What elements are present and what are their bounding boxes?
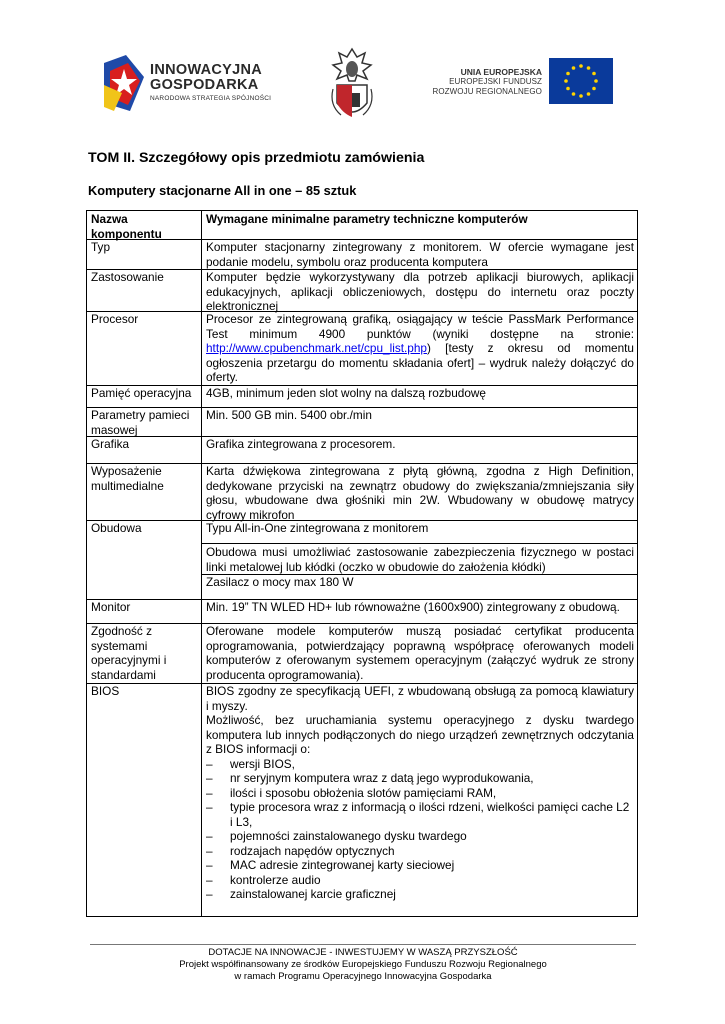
bios-intro2: Możliwość, bez uruchamiania systemu operacyjnego z dysku twardego komputera lub innych podłączonych do niego urządzeń zewnętrznych odczytania z BIOS informacji o: <box>206 713 634 756</box>
row-wyposazenie-value: Karta dźwiękowa zintegrowana z płytą główną, zgodna z High Definition, dedykowane przyciski na zewnątrz obudowy do zwiększania/zmniejszania siły głosu, wbudowane dwa głośniki min 2W. Wbudowany w obudowę matrycy cyfrowy mikrofon <box>206 464 634 522</box>
list-item: – pojemności zainstalowanego dysku twardego <box>206 829 634 844</box>
cpubenchmark-link[interactable]: http://www.cpubenchmark.net/cpu_list.php <box>206 341 427 355</box>
footer-line1: DOTACJE NA INNOWACJE - INWESTUJEMY W WASZĄ PRZYSZŁOŚĆ <box>208 947 518 958</box>
row-zastosowanie-name: Zastosowanie <box>91 270 164 284</box>
row-obudowa-value2: Obudowa musi umożliwiać zastosowanie zabezpieczenia fizycznego w postaci linki metalowej lub kłódki (oczko w obudowie do założenia kłódki) <box>206 545 634 574</box>
coat-of-arms-icon <box>327 45 377 125</box>
row-procesor-name: Procesor <box>91 312 139 326</box>
list-item: – nr seryjnym komputera wraz z datą jego wyprodukowania, <box>206 771 634 786</box>
bios-intro1: BIOS zgodny ze specyfikacją UEFI, z wbudowaną obsługą za pomocą klawiatury i myszy. <box>206 684 634 713</box>
eu-line1: UNIA EUROPEJSKA <box>460 67 542 77</box>
document-title: TOM II. Szczegółowy opis przedmiotu zamówienia <box>88 150 425 166</box>
row-monitor-name: Monitor <box>91 600 131 614</box>
row-bios-name: BIOS <box>91 684 120 698</box>
row-typ-name: Typ <box>91 240 111 254</box>
bios-info-list <box>206 757 634 902</box>
row-obudowa-value1: Typu All-in-One zintegrowana z monitorem <box>206 521 429 535</box>
row-bios-value <box>206 684 634 902</box>
row-pamiec-value: 4GB, minimum jeden slot wolny na dalszą rozbudowę <box>206 386 486 400</box>
procesor-text-b: ) [testy z okresu od momentu ogłoszenia przetargu do momentu składania ofert] – wydruk należy dołączyć do oferty. <box>206 341 634 384</box>
row-pamiec-name: Pamięć operacyjna <box>91 386 192 400</box>
header-params: Wymagane minimalne parametry techniczne komputerów <box>206 212 528 226</box>
row-zgodnosc-name: Zgodność z systemami operacyjnymi i standardami <box>91 624 167 682</box>
list-item: – wersji BIOS, <box>206 757 634 772</box>
spec-table <box>86 210 638 917</box>
row-zastosowanie-value: Komputer będzie wykorzystywany dla potrzeb aplikacji biurowych, aplikacji edukacyjnych, aplikacji obliczeniowych, dostępu do internetu oraz poczty elektronicznej <box>206 270 634 313</box>
footer-line3: w ramach Programu Operacyjnego Innowacyjna Gospodarka <box>234 971 492 982</box>
row-grafika-name: Grafika <box>91 437 130 451</box>
row-procesor-value <box>206 312 634 385</box>
list-item: – rodzajach napędów optycznych <box>206 844 634 859</box>
list-item: – ilości i sposobu obłożenia slotów pamięciami RAM, <box>206 786 634 801</box>
row-wyposazenie-name: Wyposażenie multimedialne <box>91 464 164 493</box>
eu-line3: ROZWOJU REGIONALNEGO <box>432 87 542 96</box>
row-monitor-value: Min. 19” TN WLED HD+ lub równoważne (1600x900) zintegrowany z obudową. <box>206 600 620 614</box>
row-obudowa-name: Obudowa <box>91 521 142 535</box>
list-item: – typie procesora wraz z informacją o ilości rdzeni, wielkości pamięci cache L2 i L3, <box>206 800 634 829</box>
list-item: – kontrolerze audio <box>206 873 634 888</box>
procesor-text-a: Procesor ze zintegrowaną grafiką, osiągający w teście PassMark Performance Test minimum 4900 punktów (wyniki dostępne na stronie: <box>206 312 634 341</box>
footer-line2: Projekt współfinansowany ze środków Europejskiego Funduszu Rozwoju Regionalnego <box>179 959 547 970</box>
row-zgodnosc-value: Oferowane modele komputerów muszą posiadać certyfikat producenta oprogramowania, potwierdzający poprawną współpracę oferowanych modeli komputerów z oferowanym systemem operacyjnym (załączyć wydruk ze strony producenta oprogramowania). <box>206 624 634 682</box>
eu-logo-text <box>420 67 542 97</box>
list-item: – MAC adresie zintegrowanej karty sieciowej <box>206 858 634 873</box>
row-parametry-value: Min. 500 GB min. 5400 obr./min <box>206 408 372 422</box>
row-parametry-name: Parametry pamieci masowej <box>91 408 190 437</box>
ig-line2: GOSPODARKA <box>150 77 259 93</box>
eu-line2: EUROPEJSKI FUNDUSZ <box>449 77 542 86</box>
list-item: – zainstalowanej karcie graficznej <box>206 887 634 902</box>
eu-flag-icon <box>549 58 613 104</box>
ig-line1: INNOWACYJNA <box>150 62 263 78</box>
innowacyjna-gospodarka-logo <box>104 53 279 115</box>
row-typ-value: Komputer stacjonarny zintegrowany z monitorem. W ofercie wymagane jest podanie modelu, symbolu oraz producenta komputera <box>206 240 634 269</box>
ig-star-icon <box>104 55 144 111</box>
row-grafika-value: Grafika zintegrowana z procesorem. <box>206 437 396 451</box>
header-component: Nazwa komponentu <box>91 212 162 241</box>
document-subtitle: Komputery stacjonarne All in one – 85 sztuk <box>88 183 357 198</box>
ig-line3: NARODOWA STRATEGIA SPÓJNOŚCI <box>150 95 272 102</box>
row-obudowa-value3: Zasilacz o mocy max 180 W <box>206 575 354 589</box>
footer-divider <box>90 944 636 945</box>
